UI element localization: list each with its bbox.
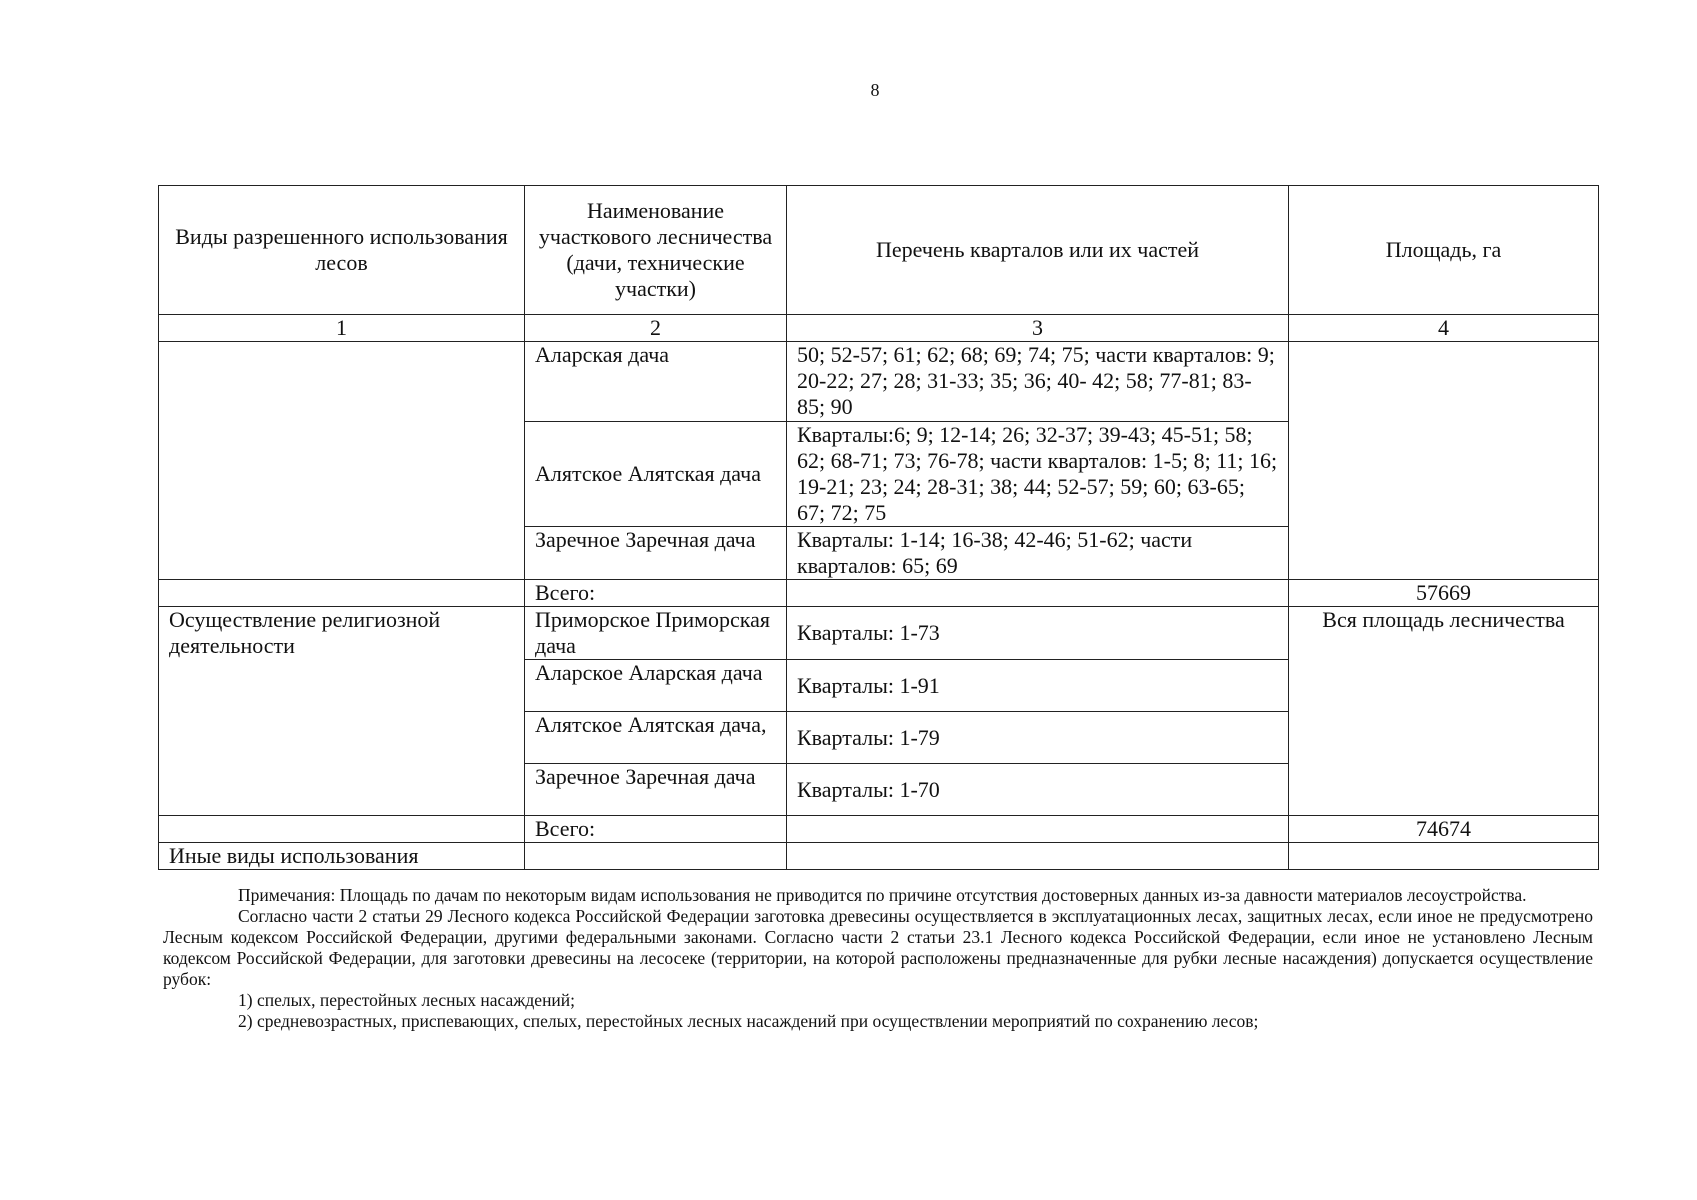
note-paragraph: Примечания: Площадь по дачам по некоторым видам использования не приводится по причине отсутствия достоверных данных из-за давности материалов лесоустройства.	[238, 885, 1527, 905]
quarters-cell	[787, 816, 1289, 843]
area-cell	[1289, 843, 1599, 870]
header-use-type: Виды разрешенного использования лесов	[159, 186, 525, 315]
column-number: 1	[159, 315, 525, 342]
use-type-cell	[159, 816, 525, 843]
forestry-name-cell	[525, 843, 787, 870]
header-row	[159, 186, 1599, 315]
forestry-name-cell: Алятское Алятская дача,	[525, 712, 787, 764]
quarters-cell: Кварталы: 1-14; 16-38; 42-46; 51-62; части кварталов: 65; 69	[787, 527, 1289, 580]
religious-area-cell: Вся площадь лесничества	[1289, 607, 1599, 816]
other-use-cell: Иные виды использования	[159, 843, 525, 870]
total-row	[159, 816, 1599, 843]
column-number: 2	[525, 315, 787, 342]
forest-use-table	[158, 185, 1599, 870]
page-number: 8	[870, 80, 880, 100]
forestry-name-cell: Заречное Заречная дача	[525, 764, 787, 816]
use-type-cell	[159, 342, 525, 580]
note-paragraph: Согласно части 2 статьи 29 Лесного кодекса Российской Федерации заготовка древесины осуществляется в эксплуатационных лесах, защитных лесах, если иное не предусмотрено Лесным кодексом Российской Федерации, другими федеральными законами. Согласно части 2 статьи 23.1 Лесного кодекса Российской Федерации, если иное не установлено Лесным кодексом Российской Федерации, для заготовки древесины на лесосеке (территории, на которой расположены предназначенные для рубки лесные насаждения) допускается осуществление рубок:	[163, 906, 1593, 989]
quarters-cell: Кварталы: 1-70	[787, 764, 1289, 816]
column-number-row	[159, 315, 1599, 342]
quarters-cell: Кварталы:6; 9; 12-14; 26; 32-37; 39-43; 45-51; 58; 62; 68-71; 73; 76-78; части кварталов: 1-5; 8; 11; 16; 19-21; 23; 24; 28-31; 38; 44; 52-57; 59; 60; 63-65; 67; 72; 75	[787, 422, 1289, 527]
religious-use-cell: Осуществление религиозной деятельности	[159, 607, 525, 816]
quarters-cell: Кварталы: 1-73	[787, 607, 1289, 660]
table-row	[159, 843, 1599, 870]
header-forestry-name: Наименование участкового лесничества (дачи, технические участки)	[525, 186, 787, 315]
note-list-item: 1) спелых, перестойных лесных насаждений;	[238, 990, 576, 1010]
quarters-cell	[787, 843, 1289, 870]
forestry-name-cell: Аларское Аларская дача	[525, 660, 787, 712]
area-cell	[1289, 342, 1599, 580]
forestry-name-cell: Заречное Заречная дача	[525, 527, 787, 580]
note-list-item: 2) средневозрастных, приспевающих, спелых, перестойных лесных насаждений при осуществлении мероприятий по сохранению лесов;	[238, 1011, 1259, 1031]
total-area: 57669	[1289, 580, 1599, 607]
total-row	[159, 580, 1599, 607]
quarters-cell: Кварталы: 1-91	[787, 660, 1289, 712]
table-row	[159, 607, 1599, 660]
forestry-name-cell: Алятское Алятская дача	[525, 422, 787, 527]
header-quarters: Перечень кварталов или их частей	[787, 186, 1289, 315]
header-area: Площадь, га	[1289, 186, 1599, 315]
forestry-name-cell: Аларская дача	[525, 342, 787, 422]
quarters-cell: 50; 52-57; 61; 62; 68; 69; 74; 75; части кварталов: 9; 20-22; 27; 28; 31-33; 35; 36; 40- 42; 58; 77-81; 83-85; 90	[787, 342, 1289, 422]
column-number: 3	[787, 315, 1289, 342]
column-number: 4	[1289, 315, 1599, 342]
total-label: Всего:	[525, 580, 787, 607]
quarters-cell	[787, 580, 1289, 607]
use-type-cell	[159, 580, 525, 607]
table-row	[159, 342, 1599, 422]
quarters-cell: Кварталы: 1-79	[787, 712, 1289, 764]
total-label: Всего:	[525, 816, 787, 843]
total-area: 74674	[1289, 816, 1599, 843]
notes-section	[163, 885, 1593, 1032]
forestry-name-cell: Приморское Приморская дача	[525, 607, 787, 660]
